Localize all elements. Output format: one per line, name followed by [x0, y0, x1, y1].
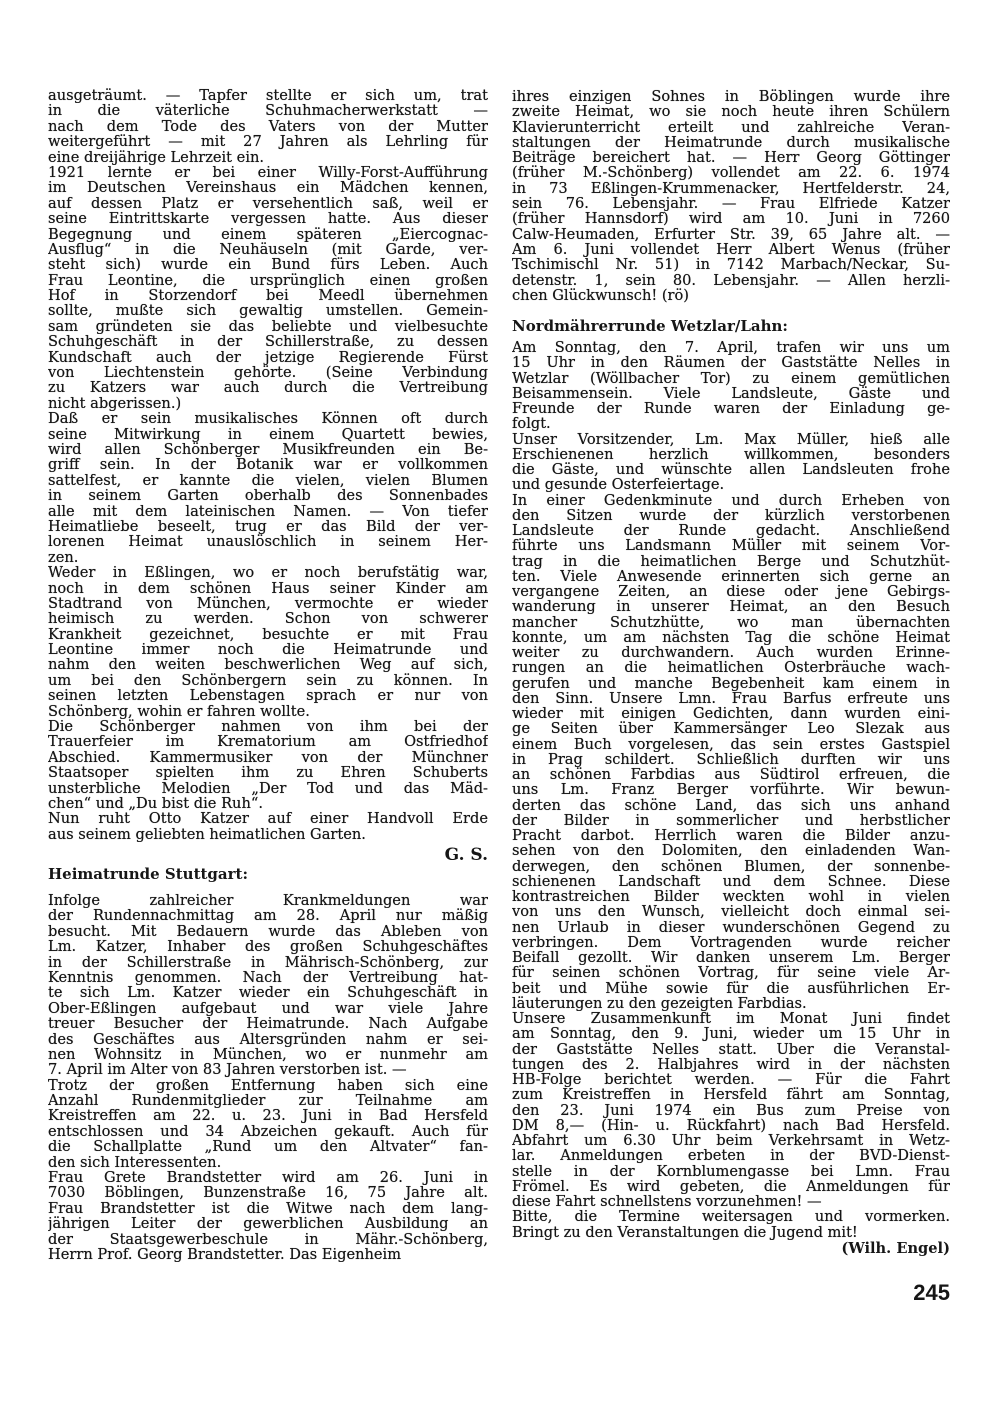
text-line: Stadtrand von München, vermochte er wieder [48, 595, 488, 612]
text-line: derwegen, den schönen Blumen, der sonnenbe- [512, 858, 950, 874]
text-line: der Bilder in sommerlicher und herbstlicher [512, 812, 950, 828]
text-line: nahm den weiten beschwerlichen Weg auf sich, [48, 657, 488, 673]
text-line: sein 76. Lebensjahr. — Frau Elfriede Katzer [512, 196, 950, 212]
text-line: chen Glückwunsch! (rö) [512, 287, 689, 304]
text-line: von uns den Wunsch, vielleicht doch einmal sei- [512, 904, 950, 920]
paragraph [512, 340, 950, 432]
text-line: Leontine immer noch die Heimatrunde und [48, 642, 488, 658]
paragraph [48, 1170, 488, 1262]
text-line: griff sein. In der Botanik war er vollkommen [48, 457, 488, 473]
text-line: heimisch zu werden. Schon von schwerer [48, 611, 488, 627]
text-line: wieder mit einigen Gedichten, dann wurden eini- [512, 706, 950, 722]
text-line: Beiträge bereichert hat. — Herr Georg Göttinger [512, 150, 950, 166]
right-article-continuation [512, 89, 950, 303]
text-line: HB-Folge berichtet werden. — Für die Fahrt [512, 1072, 950, 1088]
text-line: Schuhgeschäft in der Schillerstraße, zu dessen [48, 334, 488, 350]
text-line: seinen letzten Lebenstagen sprach er nur von [48, 688, 488, 704]
text-line: seine Mitwirkung in einem Quartett bewies, [48, 426, 488, 442]
text-line: nen Urlaub in dieser wunderschönen Gegend zu [512, 919, 950, 935]
text-line: der Gaststätte Nelles statt. Über die Veranstal- [512, 1041, 950, 1057]
text-line: Kreistreffen am 22. u. 23. Juni in Bad Hersfeld [48, 1108, 488, 1124]
text-line: konnte, um am nächsten Tag die schöne Heimat [512, 629, 950, 645]
text-line: an schönen Farbdias aus Südtirol erfreuen, die [512, 767, 950, 783]
text-line: gerufen und manche Begebenheit kam einem in [512, 675, 950, 691]
paragraph [48, 719, 488, 811]
signature-wilh-engel: (Wilh. Engel) [841, 1240, 950, 1257]
text-line: Erschienenen herzlich willkommen, besonders [512, 446, 950, 462]
text-line: stelle in der Kornblumengasse bei Lmn. Frau [512, 1163, 950, 1179]
text-line: führte uns Landsmann Müller mit seinem Vor- [512, 538, 950, 554]
paragraph [48, 811, 488, 842]
text-line: Schönberg, wohin er fahren wollte. [48, 703, 310, 720]
text-line: Beifall gezollt. Wir danken unserem Lm. Berger [512, 950, 950, 966]
text-line: zweite Heimat, wo sie noch heute ihren Schülern [512, 104, 950, 120]
text-line: Calw-Heumaden, Erfurter Str. 39, 65 Jahre alt. — [512, 226, 950, 242]
text-line: wanderung in unserer Heimat, an den Besuch [512, 599, 950, 615]
text-line: Infolge zahlreicher Krankmeldungen war [48, 893, 488, 909]
text-line: Krankheit gezeichnet, besuchte er mit Frau [48, 626, 488, 643]
text-line: Trotz der großen Entfernung haben sich eine [48, 1077, 488, 1094]
text-line: um bei den Schönbergern sein zu können. In [48, 672, 488, 689]
paragraph [512, 1011, 950, 1209]
text-line: jährigen Leiter der gewerblichen Ausbildung an [48, 1216, 488, 1232]
text-line: zen. [48, 549, 79, 566]
text-line: ihres einzigen Sohnes in Böblingen wurde ihre [512, 89, 950, 105]
signature-gs: G. S. [444, 845, 488, 865]
text-line: Am Sonntag, den 7. April, trafen wir uns um [512, 340, 950, 356]
text-line: treuer Besucher der Heimatrunde. Nach Aufgabe [48, 1016, 488, 1032]
text-line: von Liechtenstein gehörte. (Seine Verbindung [48, 365, 488, 381]
text-line: noch in dem schönen Haus seiner Kinder am [48, 580, 488, 596]
text-line: einem Buch vorgelesen, das sein erstes Gastspiel [512, 736, 950, 752]
text-line: auf dessen Platz er versehentlich saß, weil er [48, 195, 488, 212]
text-line: In einer Gedenkminute und durch Erheben von [512, 492, 950, 508]
text-line: folgt. [512, 416, 551, 432]
text-line: der Staatsgewerbeschule in Mähr.-Schönberg, [48, 1231, 488, 1247]
text-line: mancher Schutzhütte, wo man übernachten [512, 614, 950, 630]
text-line: (früher M.-Schönberg) vollendet am 22. 6. 1974 [512, 165, 950, 181]
stuttgart-article-body [48, 893, 488, 1262]
wetzlar-article-body [512, 340, 950, 1240]
text-line: in die väterliche Schuhmacherwerkstatt — [48, 103, 488, 119]
text-line: weitergeführt — mit 27 Jahren als Lehrling für [48, 134, 488, 150]
text-line: uns Lm. Franz Berger vorführte. Wir bewun- [512, 782, 950, 798]
text-line: Wetzlar (Wöllbacher Tor) zu einem gemütlichen [512, 370, 950, 386]
text-line: steht sich) wurde ein Bund fürs Leben. Auch [48, 257, 488, 273]
text-line: trag in die heimatlichen Berge und Schutzhüt- [512, 553, 950, 569]
text-line: Klavierunterricht erteilt und zahlreiche Veran- [512, 119, 950, 135]
text-line: alle mit dem lateinischen Namen. — Von tiefer [48, 503, 488, 519]
text-line: verbringen. Dem Vortragenden wurde reicher [512, 934, 950, 950]
text-line: Anzahl Rundenmitglieder zur Teilnahme am [48, 1093, 488, 1109]
text-line: Weder in Eßlingen, wo er noch berufstätig war, [48, 565, 488, 581]
text-line: die Gäste, und wünschte allen Landsleuten frohe [512, 462, 950, 478]
text-line: Abschied. Kammermusiker von der Münchner [48, 749, 488, 766]
text-line: Frau Grete Brandstetter wird am 26. Juni in [48, 1170, 488, 1186]
heading-nordmaehrerrunde-wetzlar: Nordmährerrunde Wetzlar/Lahn: [512, 317, 788, 335]
text-line: Staatsoper spielten ihm zu Ehren Schuberts [48, 765, 488, 781]
paragraph [512, 89, 950, 303]
text-line: Kenntnis genommen. Nach der Vertreibung hat- [48, 969, 488, 986]
text-line: DM 8,— (Hin- u. Rückfahrt) nach Bad Hersfeld. [512, 1117, 950, 1133]
text-line: 15 Uhr in den Räumen der Gaststätte Nelles in [512, 355, 950, 371]
text-line: Unser Vorsitzender, Lm. Max Müller, hieß alle [512, 431, 950, 447]
text-line: Die Schönberger nahmen von ihm bei der [48, 719, 488, 735]
text-line: Tschimischl Nr. 51) in 7142 Marbach/Neckar, Su- [512, 257, 950, 273]
paragraph [48, 1078, 488, 1170]
text-line: Ausflug“ in die Neuhäuseln (mit Garde, ver- [48, 241, 488, 258]
text-line: 7030 Böblingen, Bunzenstraße 16, 75 Jahre alt. [48, 1185, 488, 1201]
text-line: wird allen Schönberger Musikfreunden ein Be- [48, 441, 488, 458]
text-line: lar. Anmeldungen erbeten in der BVD-Dienst- [512, 1148, 950, 1164]
left-article-body [48, 88, 488, 842]
text-line: Unsere Zusammenkunft im Monat Juni findet [512, 1011, 950, 1027]
paragraph [48, 165, 488, 411]
text-line: rungen an die heimatlichen Osterbräuche wach- [512, 660, 950, 676]
text-line: eine dreijährige Lehrzeit ein. [48, 149, 265, 165]
text-line: derten das schöne Land, das sich uns anhand [512, 797, 950, 813]
text-line: den 23. Juni 1974 ein Bus zum Preise von [512, 1102, 950, 1118]
text-line: Beisammensein. Viele Landsleute, Gäste und [512, 385, 950, 401]
text-line: Bringt zu den Veranstaltungen die Jugend mit! [512, 1224, 858, 1240]
text-line: zu Katzers war auch durch die Vertreibung [48, 380, 488, 396]
text-line: läuterungen zu den gezeigten Farbdias. [512, 995, 807, 1011]
text-line: Frau Brandstetter ist die Witwe nach dem lang- [48, 1200, 488, 1217]
text-line: und gesunde Osterfeiertage. [512, 477, 725, 493]
text-line: Heimatliebe beseelt, trug er das Bild der ver- [48, 518, 488, 535]
text-line: den Sitzen wurde der kürzlich verstorbenen [512, 507, 950, 523]
text-line: der Rundennachmittag am 28. April nur mäßig [48, 908, 488, 924]
heading-heimatrunde-stuttgart: Heimatrunde Stuttgart: [48, 865, 249, 883]
paragraph [512, 1209, 950, 1240]
paragraph [512, 432, 950, 493]
text-line: in Prag schildert. Schließlich durften wir uns [512, 751, 950, 767]
text-line: Begegnung und einem späteren „Eiercognac- [48, 226, 488, 242]
text-line: zum Kreistreffen in Hersfeld fährt am Sonntag, [512, 1087, 950, 1103]
text-line: tungen des 2. Halbjahres wird in der nächsten [512, 1056, 950, 1072]
text-line: Am 6. Juni vollendet Herr Albert Wenus (früher [512, 241, 950, 258]
text-line: sollte, mußte sich gewaltig umstellen. Gemein- [48, 303, 488, 319]
text-line: kontrastreichen Bilder weckten wohl in vielen [512, 889, 950, 905]
text-line: in seinem Garten oberhalb des Sonnenbades [48, 488, 488, 504]
text-line: beit und Mühe sowie für die ausführlichen Er- [512, 980, 950, 996]
text-line: Herrn Prof. Georg Brandstetter. Das Eigenheim [48, 1246, 402, 1263]
text-line: sehen von den Dolomiten, den einladenden Wan- [512, 843, 950, 859]
text-line: sattelfest, er kannte die vielen, vielen Blumen [48, 472, 488, 489]
text-line: diese Fahrt schnellstens vorzunehmen! — [512, 1194, 822, 1210]
text-line: Bitte, die Termine weitersagen und vormerken. [512, 1209, 950, 1225]
text-line: nicht abgerissen.) [48, 395, 182, 412]
text-line: im Deutschen Vereinshaus ein Mädchen kennen, [48, 180, 488, 196]
text-line: vergangene Zeiten, an diese oder jene Gebirgs- [512, 584, 950, 600]
text-line: Trauerfeier im Krematorium am Ostfriedhof [48, 734, 488, 750]
paragraph [48, 565, 488, 719]
text-line: Landsleute der Runde gedacht. Anschließend [512, 523, 950, 539]
text-line: ge Seiten über Kammersänger Leo Slezak aus [512, 721, 950, 737]
text-line: nen Wohnsitz in München, wo er nunmehr am [48, 1046, 488, 1063]
text-line: Frömel. Es wird gebeten, die Anmeldungen für [512, 1178, 950, 1194]
text-line: schienenen Landschaft und dem Schnee. Diese [512, 873, 950, 889]
text-line: Nun ruht Otto Katzer auf einer Handvoll Erde [48, 811, 488, 827]
text-line: Ober-Eßlingen aufgebaut und war viele Jahre [48, 1000, 488, 1017]
text-line: ausgeträumt. — Tapfer stellte er sich um, trat [48, 88, 488, 104]
text-line: seine Eintrittskarte vergessen hatte. Aus dieser [48, 211, 488, 227]
text-line: unsterbliche Melodien „Der Tod und das Mäd- [48, 780, 488, 796]
text-line: weiter zu durchwandern. Auch wurden Erinne- [512, 645, 950, 661]
text-line: 7. April im Alter von 83 Jahren verstorben ist. — [48, 1062, 407, 1078]
text-line: te sich Lm. Katzer wieder ein Schuhgeschäft in [48, 985, 488, 1001]
text-line: am Sonntag, den 9. Juni, wieder um 15 Uhr in [512, 1026, 950, 1042]
page-number: 245 [913, 1280, 950, 1305]
text-line: staltungen der Heimatrunde durch musikalische [512, 134, 950, 151]
text-line: ten. Viele Anwesende erinnerten sich gerne an [512, 568, 950, 584]
text-line: chen“ und „Du bist die Ruh“. [48, 795, 263, 812]
text-line: Hof in Storzendorf bei Meedl übernehmen [48, 288, 488, 304]
text-line: nach dem Tode des Vaters von der Mutter [48, 118, 488, 135]
text-line: den Sinn. Unsere Lmn. Frau Barfus erfreute uns [512, 690, 950, 706]
text-line: Lm. Katzer, Inhaber des großen Schuhgeschäftes [48, 939, 488, 955]
text-line: 1921 lernte er bei einer Willy-Forst-Aufführung [48, 164, 488, 181]
text-line: in der Schillerstraße in Mährisch-Schönberg, zur [48, 954, 488, 970]
paragraph [48, 88, 488, 165]
text-line: Freunde der Runde waren der Einladung ge- [512, 401, 950, 417]
text-line: in 73 Eßlingen-Krummenacker, Hertfelderstr. 24, [512, 180, 950, 197]
text-line: detenstr. 1, sein 80. Lebensjahr. — Allen herzli- [512, 272, 950, 288]
text-line: Pracht darbot. Herrlich waren die Bilder anzu- [512, 828, 950, 844]
paragraph [48, 893, 488, 1078]
text-line: für seinen schönen Vortrag, für seine viele Ar- [512, 965, 950, 981]
text-line: die Schallplatte „Rund um den Altvater“ fan- [48, 1139, 488, 1155]
text-line: sam gründeten sie das beliebte und vielbesuchte [48, 318, 488, 335]
text-line: Kundschaft auch der jetzige Regierende Fürst [48, 349, 488, 366]
text-line: entschlossen und 34 Abzeichen gekauft. Auch für [48, 1123, 488, 1140]
paragraph [48, 411, 488, 565]
text-line: Frau Leontine, die ursprünglich einen großen [48, 272, 488, 289]
text-line: besucht. Mit Bedauern wurde das Ableben von [48, 923, 488, 940]
paragraph [512, 493, 950, 1012]
text-line: Abfahrt um 6.30 Uhr beim Verkehrsamt in Wetz- [512, 1133, 950, 1149]
text-line: den sich Interessenten. [48, 1154, 222, 1171]
text-line: Daß er sein musikalisches Können oft durch [48, 411, 488, 427]
text-line: aus seinem geliebten heimatlichen Garten. [48, 826, 366, 843]
text-line: (früher Hannsdorf) wird am 10. Juni in 7260 [512, 211, 950, 227]
text-line: des Geschäftes aus Altersgründen nahm er sei- [48, 1031, 488, 1047]
text-line: lorenen Heimat unauslöschlich in seinem Her- [48, 534, 488, 550]
